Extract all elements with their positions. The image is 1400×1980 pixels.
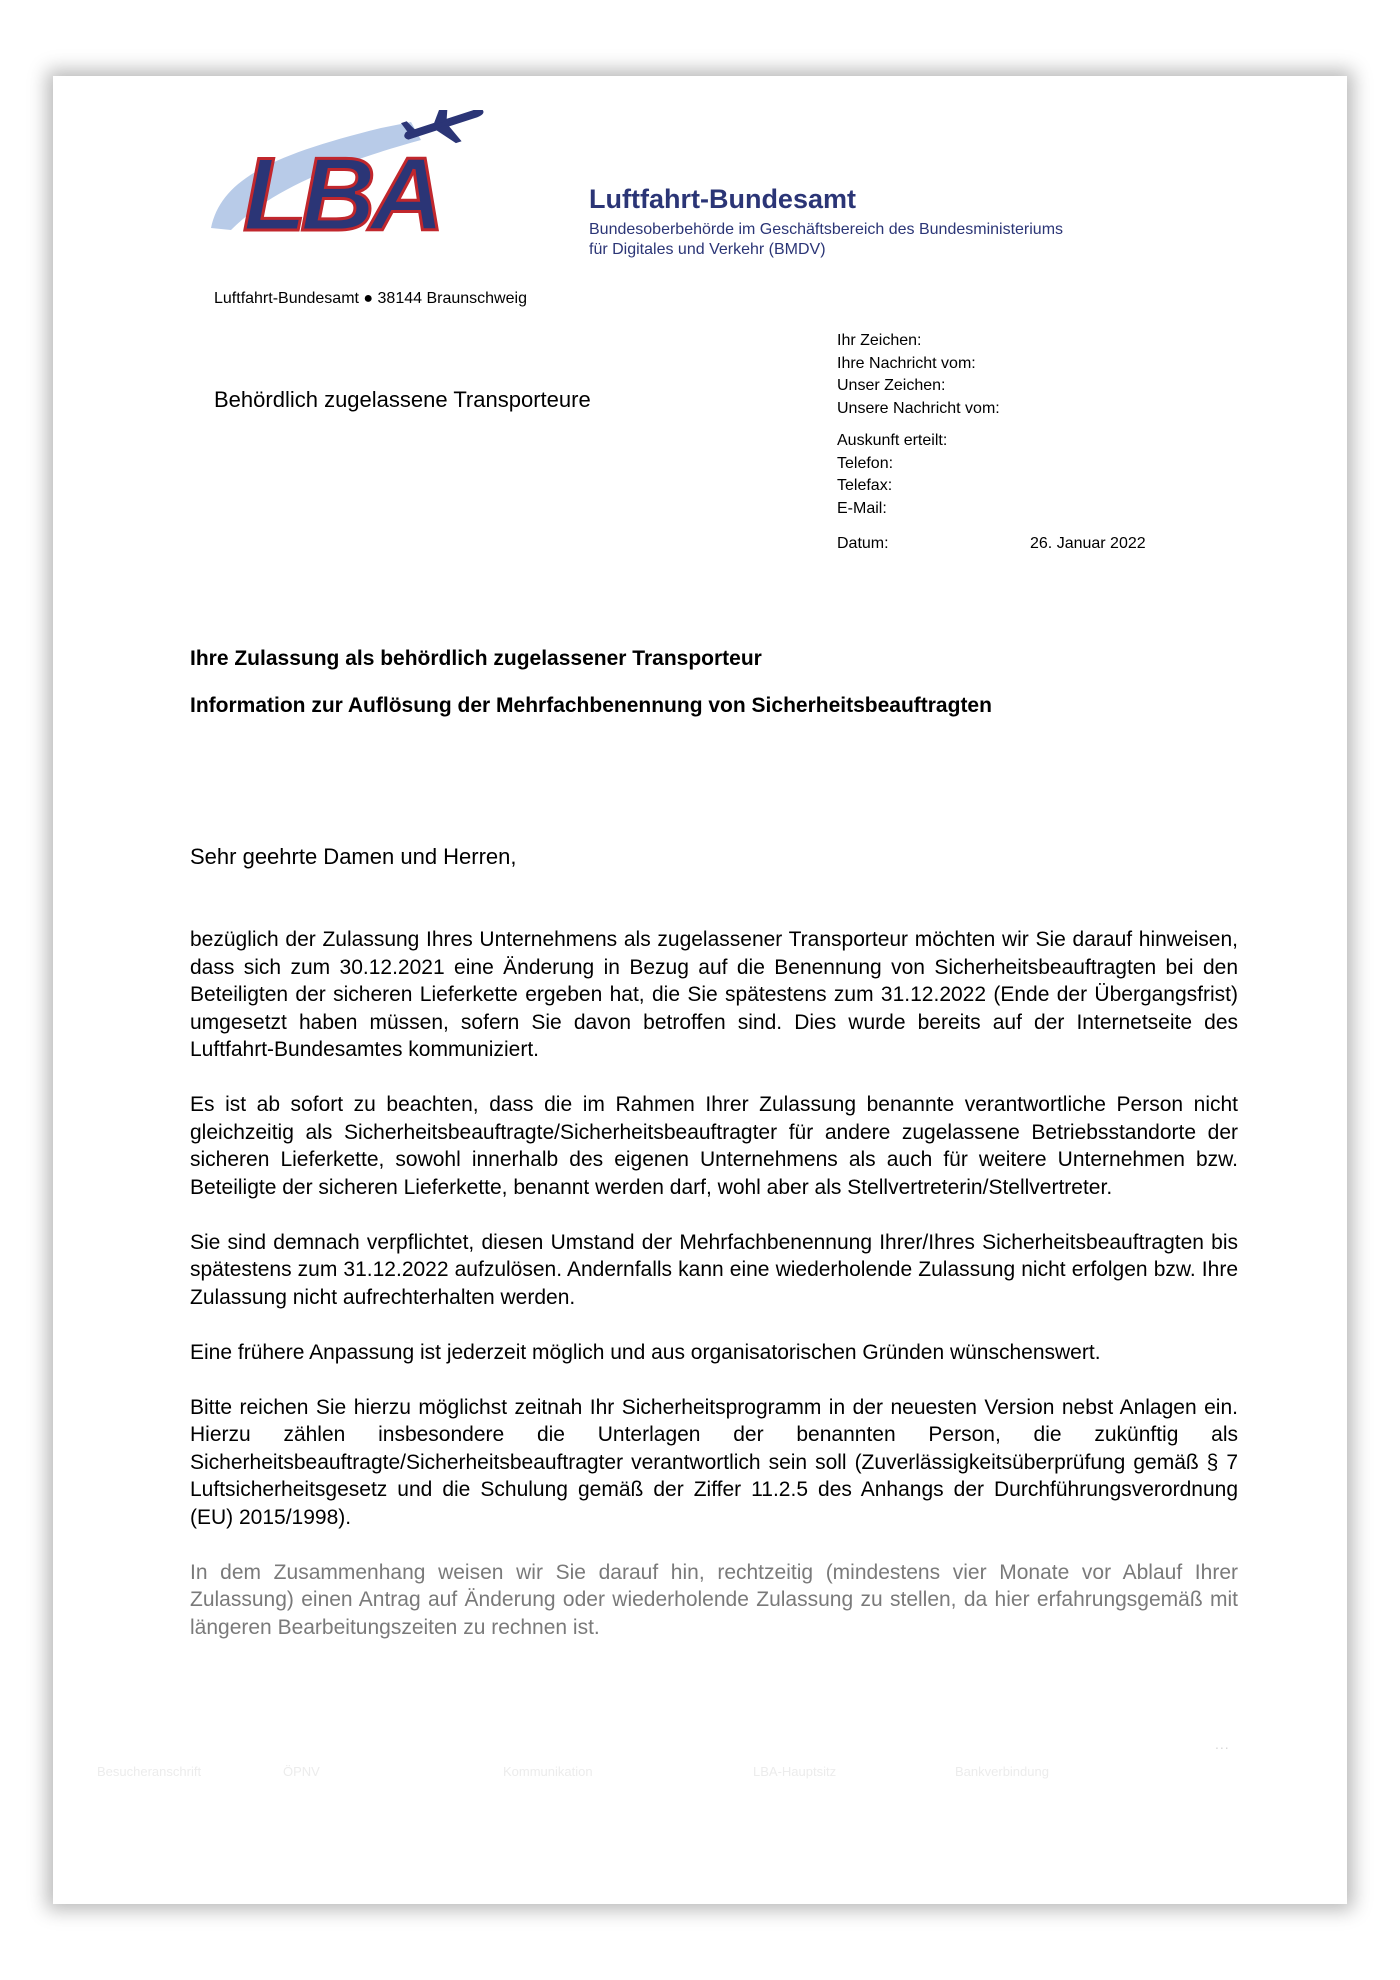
recipient: Behördlich zugelassene Transporteure [214,387,591,412]
paragraph-3: Sie sind demnach verpflichtet, diesen Umstand der Mehrfachbenennung Ihrer/Ihres Sicherheitsbeauftragten bis spätestens zum 31.12.2022 aufzulösen. Andernfalls kann eine wiederholende Zulassung nicht erfolgen bzw. Ihre Zulassung nicht aufrechterhalten werden. [190,1230,1238,1309]
logo-letters: LBA [243,137,439,240]
ref-gap [837,420,1000,430]
agency-subtitle-line1: Bundesoberbehörde im Geschäftsbereich des Bundesministeriums [589,221,1064,238]
agency-name: Luftfahrt-Bundesamt [589,184,856,214]
letter-page [53,76,1347,1904]
ref-ihre-nachricht: Ihre Nachricht vom: [837,354,976,372]
paragraph-4: Eine frühere Anpassung ist jederzeit möglich und aus organisatorischen Gründen wünschenswert. [190,1340,1101,1364]
ref-unsere-nachricht: Unsere Nachricht vom: [837,399,1000,417]
continuation-mark: ... [1215,1736,1230,1752]
footer-col3-heading: Kommunikation [503,1764,593,1779]
ref-unser-zeichen: Unser Zeichen: [837,377,946,394]
footer-col1-heading: Besucheranschrift [97,1764,202,1779]
ref-telefax: Telefax: [837,477,893,494]
ref-ihr-zeichen: Ihr Zeichen: [837,332,922,349]
reference-block [837,330,1000,520]
agency-subtitle [589,220,1149,260]
date-label: Datum: [837,535,889,552]
footer-col2-heading: ÖPNV [283,1764,320,1779]
footer-col4-heading: LBA-Hauptsitz [753,1764,837,1779]
paragraph-5: Bitte reichen Sie hierzu möglichst zeitnah Ihr Sicherheitsprogramm in der neuesten Version nebst Anlagen ein. Hierzu zählen insbesondere die Unterlagen der benannten Person, die zukünftig als Sicherheitsbeauftragte/Sicherheitsbeauftragter verantwortlich sein soll (Zuverlässigkeitsüberprüfung gemäß § 7 Luftsicherheitsgesetz und die Schulung gemäß der Ziffer 11.2.5 des Anhangs der Durchführungsverordnung (EU) 2015/1998). [190,1395,1238,1529]
sender-line: Luftfahrt-Bundesamt ● 38144 Braunschweig [214,290,527,307]
paragraph-1: bezüglich der Zulassung Ihres Unternehmens als zugelassener Transporteur möchten wir Sie darauf hinweisen, dass sich zum 30.12.2021 eine Änderung in Bezug auf die Benennung von Sicherheitsbeauftragten bei den Beteiligten der sicheren Lieferkette ergeben hat, die Sie spätestens zum 31.12.2022 (Ende der Übergangsfrist) umgesetzt haben müssen, sofern Sie davon betroffen sind. Dies wurde bereits auf der Internetseite des Luftfahrt-Bundesamtes kommuniziert. [190,928,1238,1061]
ref-auskunft: Auskunft erteilt: [837,432,948,449]
letter-body [190,926,1238,1669]
agency-subtitle-line2: für Digitales und Verkehr (BMDV) [589,241,826,258]
paragraph-2: Es ist ab sofort zu beachten, dass die im Rahmen Ihrer Zulassung benannte verantwortliche Person nicht gleichzeitig als Sicherheitsbeauftragte/Sicherheitsbeauftragter für andere zugelassene Betriebsstandorte der sicheren Lieferkette, sowohl innerhalb des eigenen Unternehmens als auch für weitere Unternehmen bzw. Beteiligte der sicheren Lieferkette, benannt werden darf, wohl aber als Stellvertreterin/Stellvertreter. [190,1093,1238,1199]
subject-line-1: Ihre Zulassung als behördlich zugelassener Transporteur [190,647,762,670]
paragraph-6: In dem Zusammenhang weisen wir Sie darauf hin, rechtzeitig (mindestens vier Monate vor Ablauf Ihrer Zulassung) einen Antrag auf Änderung oder wiederholende Zulassung zu stellen, da hier erfahrungsgemäß mit längeren Bearbeitungszeiten zu rechnen ist. [190,1560,1238,1639]
footer-col5-heading: Bankverbindung [955,1764,1049,1779]
ref-telefon: Telefon: [837,454,894,472]
salutation: Sehr geehrte Damen und Herren, [190,844,517,869]
lba-logo [211,110,501,240]
date-value: 26. Januar 2022 [1030,535,1146,552]
ref-email: E-Mail: [837,499,887,517]
subject-line-2: Information zur Auflösung der Mehrfachbenennung von Sicherheitsbeauftragten [190,694,992,717]
